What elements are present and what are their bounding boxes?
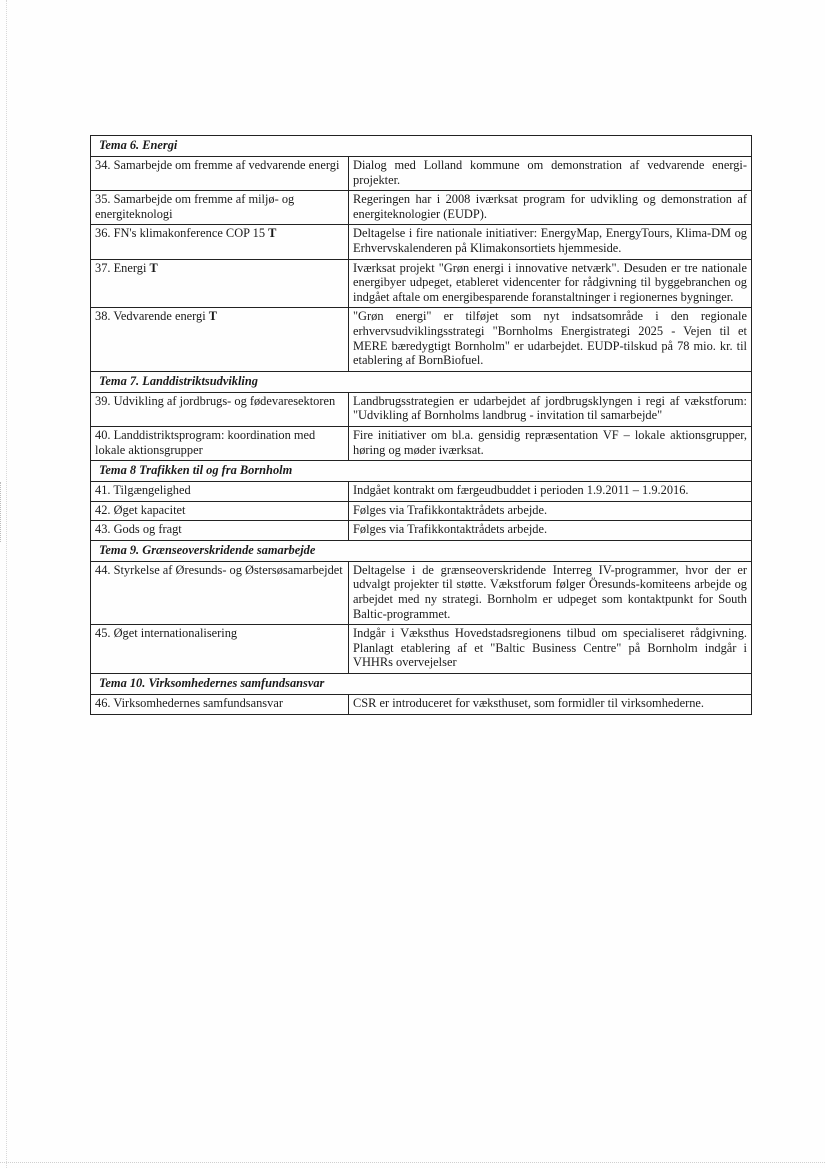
status-cell: Iværksat projekt "Grøn energi i innovative netværk". Desuden er tre nationale energibyer udpeget, etableret videncenter for rådgivning til byggebranchen og indgået aftale om energibesparende foranstaltninger i regionernes bygninger. [349,259,752,308]
initiative-cell [91,561,349,624]
initiative-label: 36. FN's klimakonference COP 15 [95,226,266,241]
initiative-label: 37. Energi [95,260,147,275]
initiative-mark: T [268,226,277,241]
initiative-cell [91,521,349,541]
status-cell: Dialog med Lolland kommune om demonstration af vedvarende energi-projekter. [349,157,752,191]
initiative-cell [91,308,349,371]
initiative-cell [91,157,349,191]
table-row [91,625,752,674]
theme-row [91,461,752,482]
initiative-label: 45. Øget internationalisering [95,626,238,641]
status-cell: Følges via Trafikkontaktrådets arbejde. [349,521,752,541]
table-row [91,392,752,426]
table-row [91,225,752,259]
scan-edge-left [6,0,8,1168]
initiative-label: 43. Gods og fragt [95,522,182,537]
themes-table-body [91,136,752,715]
initiative-cell [91,191,349,225]
scan-mark [0,482,4,542]
initiative-cell [91,392,349,426]
theme-row [91,540,752,561]
themes-table [90,135,752,715]
table-row [91,157,752,191]
table-row [91,695,752,715]
initiative-mark: T [208,309,218,324]
table-row [91,561,752,624]
initiative-label: 39. Udvikling af jordbrugs- og fødevaresektoren [95,393,336,408]
theme-heading: Tema 7. Landdistriktsudvikling [91,371,752,392]
initiative-cell [91,625,349,674]
status-cell: CSR er introduceret for væksthuset, som formidler til virksomhederne. [349,695,752,715]
table-row [91,501,752,521]
initiative-cell [91,695,349,715]
theme-heading: Tema 10. Virksomhedernes samfundsansvar [91,674,752,695]
initiative-cell [91,501,349,521]
initiative-label: 46. Virksomhedernes samfundsansvar [95,696,283,711]
initiative-cell [91,426,349,460]
initiative-label: 40. Landdistriktsprogram: koordination med lokale aktionsgrupper [95,427,316,457]
theme-row [91,371,752,392]
initiative-label: 35. Samarbejde om fremme af miljø- og energiteknologi [95,192,295,221]
theme-heading: Tema 9. Grænseoverskridende samarbejde [91,540,752,561]
initiative-label: 41. Tilgængelighed [95,483,191,498]
theme-heading: Tema 8 Trafikken til og fra Bornholm [91,461,752,482]
status-cell: Indgået kontrakt om færgeudbuddet i perioden 1.9.2011 – 1.9.2016. [349,482,752,502]
status-cell: Regeringen har i 2008 iværksat program for udvikling og demonstration af energiteknologier (EUDP). [349,191,752,225]
table-row [91,259,752,308]
status-cell: Fire initiativer om bl.a. gensidig repræsentation VF – lokale aktionsgrupper, høring og møder iværksat. [349,426,752,460]
initiative-label: 44. Styrkelse af Øresunds- og Østersøsamarbejdet [95,562,343,577]
status-cell: Indgår i Væksthus Hovedstadsregionens tilbud om specialiseret rådgivning. Planlagt etablering af et "Baltic Business Centre" på Bornholm indgår i VHHRs overvejelser [349,625,752,674]
initiative-cell [91,225,349,259]
table-row [91,426,752,460]
initiative-cell [91,259,349,308]
status-cell: Deltagelse i de grænseoverskridende Interreg IV-programmer, hvor der er udvalgt projekter til støtte. Vækstforum følger Öresunds-komiteens arbejde og arbejdet med ny strategi. Bornholm er udpeget som kontaktpunkt for South Baltic-programmet. [349,561,752,624]
status-cell: Landbrugsstrategien er udarbejdet af jordbrugsklyngen i regi af vækstforum: "Udvikling af Bornholms landbrug - invitation til samarbejde" [349,392,752,426]
status-cell: Følges via Trafikkontaktrådets arbejde. [349,501,752,521]
scan-edge-bottom [0,1162,825,1164]
initiative-mark: T [149,260,158,275]
status-cell: Deltagelse i fire nationale initiativer: EnergyMap, EnergyTours, Klima-DM og Erhvervskalenderen på Klimakonsortiets hjemmeside. [349,225,752,259]
initiative-cell [91,482,349,502]
theme-heading: Tema 6. Energi [91,136,752,157]
table-row [91,521,752,541]
initiative-label: 42. Øget kapacitet [95,502,186,517]
initiative-label: 34. Samarbejde om fremme af vedvarende energi [95,158,340,172]
status-cell: "Grøn energi" er tilføjet som nyt indsatsområde i den regionale erhvervsudviklingsstrategi "Bornholms Energistrategi 2025 - Vejen til et MERE bæredygtigt Bornholm" er udarbejdet. EUDP-tilskud på 78 mio. kr. til etablering af BornBiofuel. [349,308,752,371]
theme-row [91,674,752,695]
table-row [91,191,752,225]
initiative-label: 38. Vedvarende energi [95,309,206,324]
table-row [91,482,752,502]
theme-row [91,136,752,157]
table-row [91,308,752,371]
